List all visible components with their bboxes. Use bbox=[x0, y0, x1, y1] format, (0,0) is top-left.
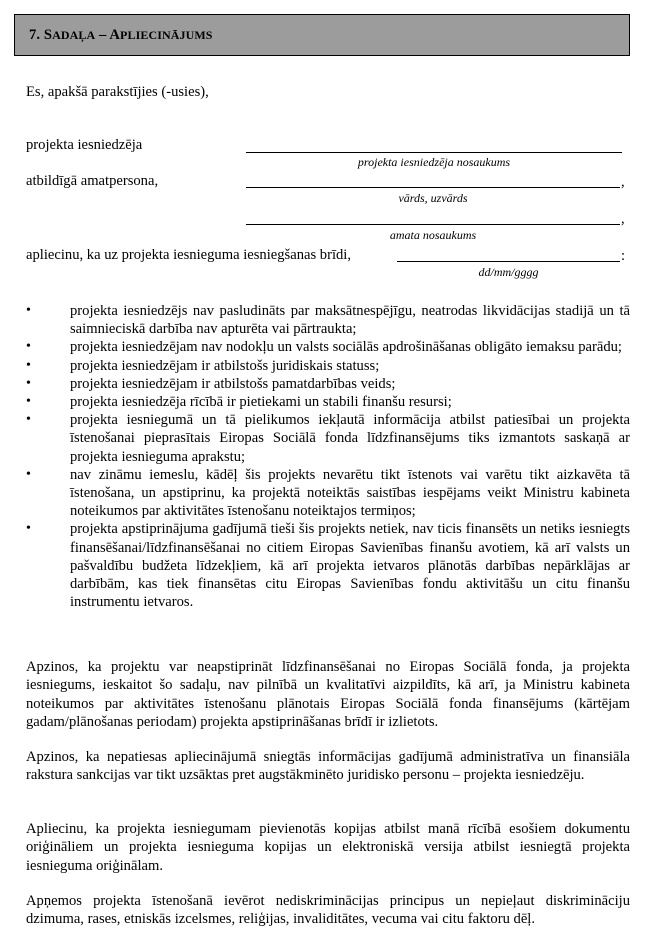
list-item bbox=[26, 375, 630, 393]
official-label: atbildīgā amatpersona, bbox=[26, 173, 159, 189]
applicant-hint: projekta iesniedzēja nosaukums bbox=[357, 155, 511, 169]
section-number: 7. bbox=[29, 27, 41, 43]
section-header bbox=[14, 14, 630, 56]
paragraph-sanctions: Apzinos, ka nepatiesas apliecinājumā sniegtās informācijas gadījumā administratīva un finansiāla rakstura sankcijas var tikt uzsāktas pret augstākminēto juridisko personu – projekta iesniedzēju. bbox=[26, 749, 630, 784]
official-position-field[interactable] bbox=[246, 224, 620, 225]
list-item-text: projekta iesniedzējam ir atbilstošs pamatdarbības veids; bbox=[70, 375, 396, 392]
bullet-icon: • bbox=[26, 339, 31, 355]
date-field[interactable] bbox=[397, 261, 620, 262]
colon: : bbox=[621, 248, 626, 264]
paragraph-approval: Apzinos, ka projektu var neapstiprināt līdzfinansēšanai no Eiropas Sociālā fonda, ja projekta iesniegums, ieskaitot šo sadaļu, nav pilnībā un kvalitatīvi aizpildīts, kā arī, ja Ministru kabineta noteikumos par aktivitātes īstenošanu plānotais Eiropas Sociālā fonda finansējums (kārtējam gadam/plānošanas periodam) projekta apstiprināšanas brīdī ir izlietots. bbox=[26, 659, 630, 731]
title-part: S bbox=[43, 27, 53, 43]
list-item bbox=[26, 357, 630, 375]
list-item-text: projekta iesniedzējs nav pasludināts par maksātnespējīgu, neatrodas likvidācijas stadijā un tā saimnieciskā darbība nav apturēta vai pārtraukta; bbox=[70, 303, 630, 338]
date-label: apliecinu, ka uz projekta iesnieguma iesniegšanas brīdi, bbox=[26, 247, 352, 263]
comma: , bbox=[621, 211, 625, 227]
title-part: PLIECINĀJUMS bbox=[120, 28, 213, 42]
list-item bbox=[26, 338, 630, 356]
list-item-text: projekta iesniedzējam ir atbilstošs juridiskais statuss; bbox=[70, 357, 380, 374]
title-part: – A bbox=[95, 27, 121, 43]
paragraph-copies: Apliecinu, ka projekta iesniegumam pievienotās kopijas atbilst manā rīcībā esošiem dokumentu oriģināliem un projekta iesnieguma kopijas un elektroniskā versija atbilst iesniegtā projekta iesnieguma oriģinālam. bbox=[26, 821, 630, 874]
bullet-icon: • bbox=[26, 357, 31, 373]
list-item-text: projekta iesniedzējam nav nodokļu un valsts sociālās apdrošināšanas obligāto iemaksu parādu; bbox=[70, 339, 622, 356]
bullet-icon: • bbox=[26, 394, 31, 410]
comma: , bbox=[621, 174, 625, 190]
bullet-icon: • bbox=[26, 466, 31, 482]
bullet-icon: • bbox=[26, 375, 31, 391]
section-title bbox=[29, 27, 213, 44]
date-hint: dd/mm/gggg bbox=[478, 265, 539, 279]
applicant-label: projekta iesniedzēja bbox=[26, 137, 143, 153]
list-item bbox=[26, 520, 630, 611]
applicant-name-field[interactable] bbox=[246, 152, 622, 153]
list-item bbox=[26, 393, 630, 411]
list-item bbox=[26, 411, 630, 466]
list-item-text: projekta iesniedzēja rīcībā ir pietiekami un stabili finanšu resursi; bbox=[70, 394, 452, 411]
list-item-text: projekta iesniegumā un tā pielikumos iekļautā informācija atbilst patiesībai un projekta īstenošanai pieprasītais Eiropas Sociālā fonda līdzfinansējums tiks izmantots saskaņā ar projekta iesnieguma aprakstu; bbox=[70, 412, 630, 465]
list-item bbox=[26, 302, 630, 338]
list-item-text: projekta apstiprinājuma gadījumā tieši šis projekts netiek, nav ticis finansēts un netiks iesniegts finansēšanai/līdzfinansēšanai no citiem Eiropas Savienības finanšu avotiem, kā arī valsts un pašvaldību budžeta līdzekļiem, kā arī projekta ietvaros plānotās darbības nepārklājas ar darbībām, kas tiek finansētas citu Eiropas Savienības fondu aktivitāšu un citu finanšu instrumentu ietvaros. bbox=[70, 521, 630, 611]
statement-list bbox=[26, 302, 630, 611]
intro-text: Es, apakšā parakstījies (-usies), bbox=[26, 84, 209, 100]
bullet-icon: • bbox=[26, 303, 31, 318]
bullet-icon: • bbox=[26, 521, 31, 537]
official-name-field[interactable] bbox=[246, 187, 620, 188]
list-item bbox=[26, 466, 630, 521]
bullet-icon: • bbox=[26, 412, 31, 428]
list-item-text: nav zināmu iemeslu, kādēļ šis projekts nevarētu tikt īstenots vai varētu tikt aizkavēta tā īstenošana, un apstiprinu, ka projektā noteiktās saistības iespējams veikt Ministru kabineta noteikumos par aktivitātes īstenošanu noteiktajos termiņos; bbox=[70, 466, 630, 520]
title-part: ADAĻA bbox=[52, 28, 96, 42]
name-hint: vārds, uzvārds bbox=[398, 191, 468, 205]
position-hint: amata nosaukums bbox=[389, 228, 477, 242]
paragraph-nondiscrimination: Apņemos projekta īstenošanā ievērot nediskriminācijas principus un nepieļaut diskrimināciju dzimuma, rases, etniskās izcelsmes, reliģijas, invaliditātes, vecuma vai citu faktoru dēļ. bbox=[26, 893, 630, 928]
